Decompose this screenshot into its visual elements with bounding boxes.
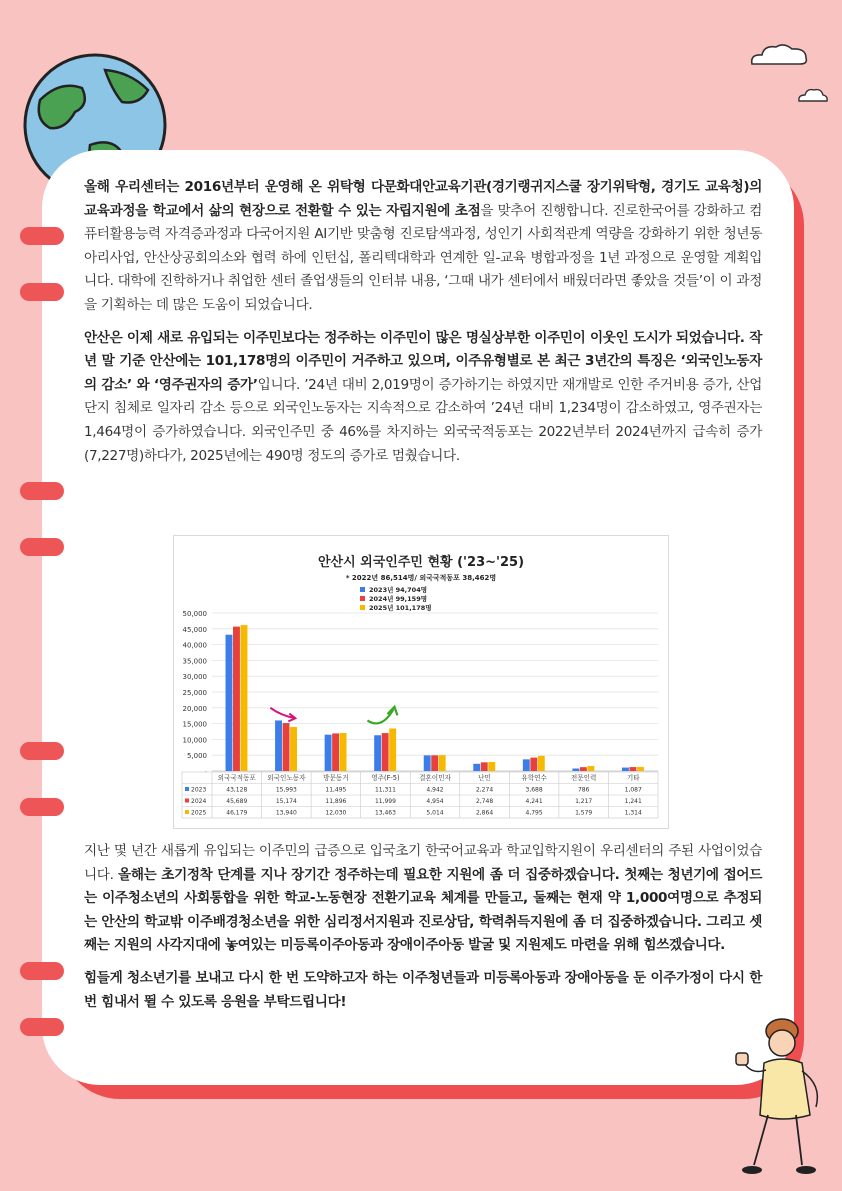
bar-2024 (431, 755, 438, 771)
bar-2023 (374, 735, 381, 771)
category-label: 방문동거 (323, 774, 349, 782)
row-label: 2025 (191, 809, 207, 817)
data-label: 2,748 (475, 798, 494, 805)
bar-2023 (275, 720, 282, 771)
paragraph-1-text: 을 맞추어 진행합니다. 진로한국어를 강화하고 컴퓨터활용능력 자격증과정과 다국어지원 AI기반 맞춤형 진로탐색과정, 성인기 사회적관계 역량을 강화하기 위한 청년동아리사업, 안산상공회의소와 협력 하에 인턴십, 폴리텍대학과 연계한 일-교육 병합과정을 1년 과정으로 운영할 계획입니다. 대학에 진학하거나 취업한 센터 졸업생들의 인터뷰 내용, ‘그때 내가 센터에서 배웠더라면 좋았을 것들’이 이 과정을 기획하는 데 많은 도움이 되었습니다. (84, 202, 762, 313)
data-label: 11,311 (374, 786, 396, 794)
y-tick-label: - (204, 768, 207, 776)
bar-2025 (439, 755, 446, 771)
data-label: 15,993 (275, 786, 297, 794)
bar-2025 (389, 728, 396, 771)
category-label: 외국국적동포 (217, 774, 256, 782)
paragraph-3-text: 지난 몇 년간 새롭게 유입되는 이주민의 급증으로 입국초기 한국어교육과 학교입학지원이 우리센터의 주된 사업이었습니다. (84, 843, 762, 883)
article-body-top (84, 176, 762, 477)
category-label: 결혼이민자 (419, 774, 451, 782)
category-label: 전문인력 (570, 774, 597, 782)
bar-2023 (473, 764, 480, 771)
bar-2023 (226, 635, 233, 771)
paragraph-2-bold: 안산은 이제 새로 유입되는 이주민보다는 정주하는 이주민이 많은 명실상부한 이주민이 이웃인 도시가 되었습니다. 작년 말 기준 안산에는 101,178명의 이주민이 거주하고 있으며, 이주유형별로 본 최근 3년간의 특징은 ‘외국인노동자의 감소’ 와 ‘영주권자의 증가’ (84, 329, 762, 393)
data-label: 5,014 (426, 809, 444, 817)
data-label: 15,174 (275, 798, 297, 805)
bar-2025 (587, 766, 594, 771)
data-label: 3,688 (525, 786, 543, 794)
row-swatch (185, 787, 189, 791)
data-label: 45,689 (226, 798, 248, 805)
binder-ring (20, 742, 64, 760)
paragraph-1-bold: 올해 우리센터는 2016년부터 운영해 온 위탁형 다문화대안교육기관(경기랭귀지스쿨 장기위탁형, 경기도 교육청)의 교육과정을 학교에서 삶의 현장으로 전환할 수 있는 자립지원에 초점 (84, 179, 762, 219)
binder-ring (20, 538, 64, 556)
data-label: 2,864 (475, 809, 494, 817)
y-tick-label: 45,000 (182, 625, 207, 634)
y-tick-label: 35,000 (182, 657, 207, 666)
data-label: 1,314 (624, 809, 642, 817)
paragraph-2 (84, 327, 762, 469)
legend-swatch (360, 596, 365, 601)
bar-2024 (283, 723, 290, 771)
paragraph-3 (84, 840, 762, 958)
data-label: 1,241 (624, 798, 642, 805)
binder-ring (20, 1018, 64, 1036)
bar-2024 (530, 758, 537, 771)
y-tick-label: 10,000 (182, 736, 207, 745)
data-label: 11,896 (325, 798, 347, 805)
category-label: 기타 (626, 774, 640, 782)
legend-swatch (360, 605, 365, 610)
bar-2023 (622, 768, 629, 771)
bar-2024 (233, 627, 240, 771)
bar-2025 (241, 625, 248, 771)
data-label: 4,241 (525, 798, 543, 805)
data-label: 46,179 (226, 809, 248, 817)
bar-2024 (481, 762, 488, 771)
y-tick-label: 15,000 (182, 720, 207, 729)
data-label: 13,940 (275, 809, 297, 817)
y-tick-label: 20,000 (182, 704, 207, 713)
bar-2023 (424, 755, 431, 771)
article-body-bottom (84, 840, 762, 1023)
data-label: 1,087 (624, 786, 642, 794)
legend-swatch (360, 587, 365, 592)
data-label: 11,495 (325, 786, 347, 794)
category-label: 외국인노동자 (267, 774, 306, 782)
y-tick-label: 50,000 (182, 610, 207, 618)
paragraph-4-bold: 힘들게 청소년기를 보내고 다시 한 번 도약하고자 하는 이주청년들과 미등록아동과 장애아동을 둔 이주가정이 다시 한 번 힘내서 뛸 수 있도록 응원을 부탁드립니다! (84, 969, 762, 1010)
bar-2024 (332, 733, 339, 771)
binder-ring (20, 962, 64, 980)
bar-2023 (325, 735, 332, 771)
bar-2023 (523, 759, 530, 771)
category-label: 영주(F-5) (371, 774, 400, 782)
cloud-icon (748, 42, 810, 68)
decrease-arrow-icon (270, 708, 294, 718)
y-tick-label: 30,000 (182, 673, 207, 682)
bar-2024 (382, 733, 389, 771)
bar-2025 (538, 756, 545, 771)
data-label: 12,030 (325, 809, 347, 817)
data-label: 13,463 (374, 809, 396, 817)
bar-2025 (637, 767, 644, 771)
category-label: 난민 (478, 774, 491, 782)
y-tick-label: 5,000 (186, 752, 207, 761)
legend-label: 2025년 101,178명 (369, 604, 432, 612)
bar-chart (174, 536, 668, 828)
data-label: 4,795 (525, 809, 543, 817)
data-label: 43,128 (226, 786, 248, 794)
paragraph-3-bold: 올해는 초기정착 단계를 지나 장기간 정주하는데 필요한 지원에 좀 더 집중하겠습니다. 첫째는 청년기에 접어드는 이주청소년의 사회통합을 위한 학교-노동현장 전환기교육 체계를 만들고, 둘째는 현재 약 1,000여명으로 추정되는 안산의 학교밖 이주배경청소년을 위한 심리정서지원과 진로상담, 학력취득지원에 좀 더 집중하겠습니다. 그리고 셋째는 지원의 사각지대에 놓여있는 미등록이주아동과 장애이주아동 발굴 및 지원제도 마련을 위해 힘쓰겠습니다. (84, 866, 762, 954)
data-label: 4,954 (426, 798, 444, 805)
bar-2025 (340, 733, 347, 771)
binder-ring (20, 227, 64, 245)
data-label: 11,999 (374, 798, 396, 805)
bar-2024 (629, 767, 636, 771)
chart-container (173, 535, 669, 829)
category-label: 유학연수 (521, 774, 547, 782)
data-label: 786 (577, 786, 590, 794)
bar-2025 (290, 727, 297, 771)
binder-ring (20, 798, 64, 816)
paragraph-2-text: 입니다. ’24년 대비 2,019명이 증가하기는 하였지만 재개발로 인한 주거비용 증가, 산업단지 침체로 일자리 감소 등으로 외국인노동자는 지속적으로 감소하여 ’24년 대비 1,234명이 감소하였고, 영주권자는 1,464명이 증가하였습니다. 외국인주민 중 46%를 차지하는 외국국적동포는 2022년부터 2024년까지 급속히 증가(7,227명)하다가, 2025년에는 490명 정도의 증가로 멈췄습니다. (84, 376, 762, 464)
cloud-small-icon (797, 86, 829, 104)
legend-label: 2023년 94,704명 (369, 586, 427, 594)
paragraph-4 (84, 967, 762, 1014)
data-label: 1,579 (575, 809, 593, 817)
chart-title: 안산시 외국인주민 현황 ('23~'25) (317, 555, 525, 570)
data-label: 2,274 (475, 786, 494, 794)
binder-ring (20, 482, 64, 500)
row-label: 2024 (191, 798, 207, 805)
row-label: 2023 (191, 786, 207, 794)
data-label: 4,942 (426, 786, 444, 794)
data-label: 1,217 (575, 798, 593, 805)
row-swatch (185, 799, 189, 803)
y-tick-label: 25,000 (182, 689, 207, 697)
bar-2025 (488, 762, 495, 771)
bar-2023 (572, 769, 579, 771)
bar-2024 (580, 767, 587, 771)
binder-ring (20, 283, 64, 301)
legend-label: 2024년 99,159명 (369, 595, 427, 603)
row-swatch (185, 810, 189, 814)
y-tick-label: 40,000 (182, 641, 207, 650)
chart-subtitle: * 2022년 86,514명/ 외국국적동포 38,462명 (345, 574, 497, 582)
paragraph-1 (84, 176, 762, 318)
thumbs-up-person-illustration (730, 1015, 835, 1180)
